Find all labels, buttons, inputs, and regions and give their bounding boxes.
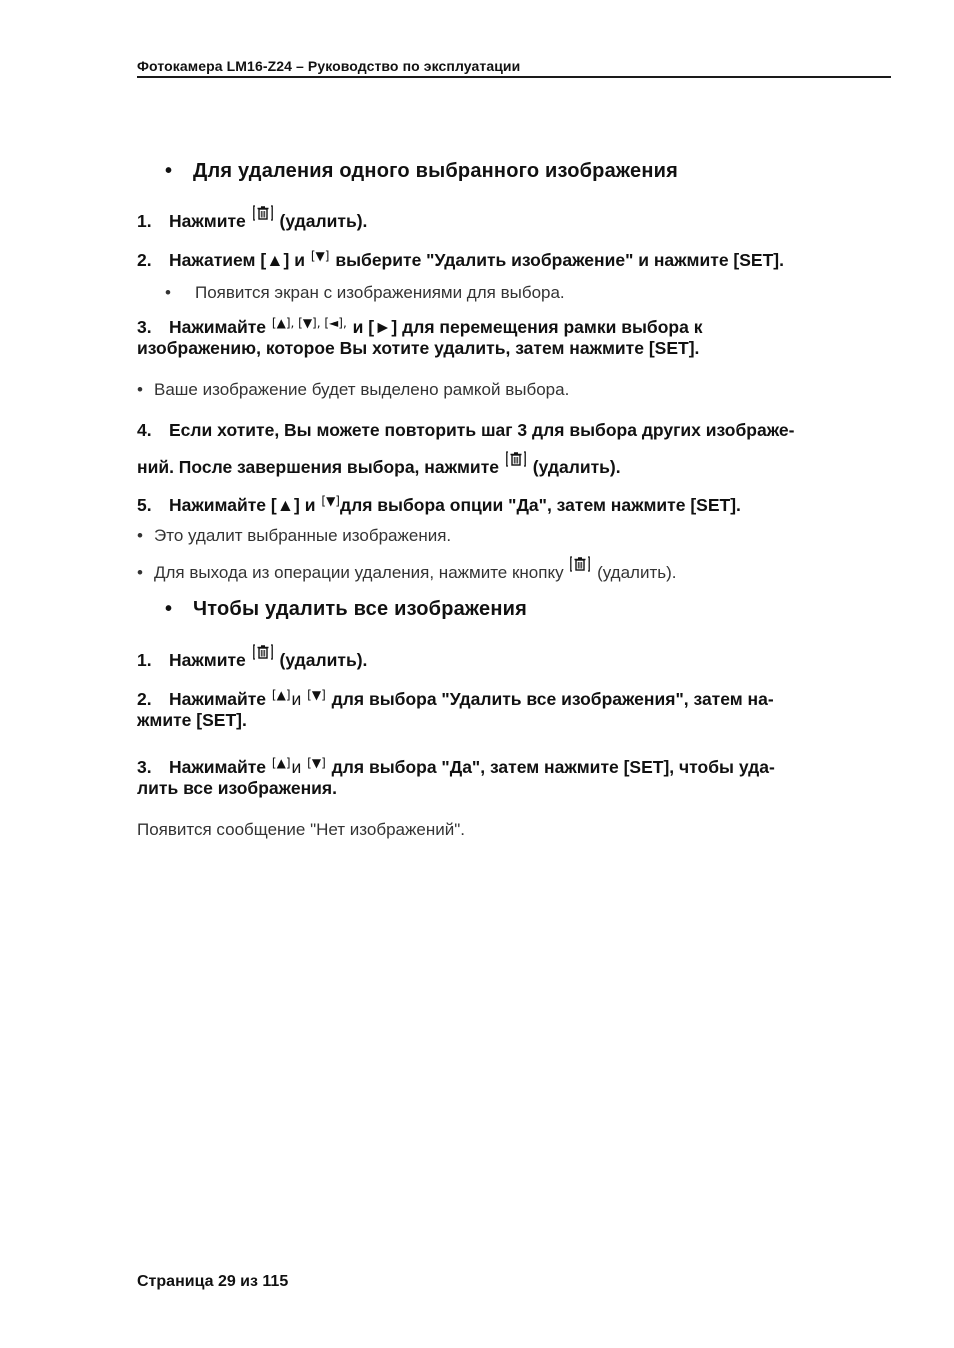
step-item	[137, 644, 367, 670]
step-continuation: изображению, которое Вы хотите удалить, затем нажмите [SET].	[137, 338, 700, 358]
down-key-icon: [▼]	[321, 494, 340, 508]
step-item	[137, 757, 775, 777]
step-text: и	[291, 689, 302, 709]
step-number: 2.	[137, 689, 152, 709]
step-number: 2.	[137, 250, 152, 270]
step-item	[137, 495, 741, 515]
step-text: ний. После завершения выбора, нажмите	[137, 457, 499, 477]
step-text: (удалить).	[279, 650, 368, 670]
note-item	[137, 556, 676, 581]
step-text: Нажимайте [▲] и	[169, 495, 316, 515]
bullet: •	[137, 563, 143, 582]
arrow-keys-icon: [▲], [▼], [◄],	[271, 316, 347, 330]
step-text: Нажимайте	[169, 757, 267, 777]
step-item	[137, 689, 774, 709]
trash-icon	[253, 644, 273, 660]
step-number: 1.	[137, 211, 152, 231]
note-text: Это удалит выбранные изображения.	[154, 526, 452, 545]
step-number: 3.	[137, 317, 152, 337]
step-item	[137, 205, 367, 231]
header-divider	[137, 76, 891, 78]
step-text: Нажмите	[169, 650, 246, 670]
note-text: Ваше изображение будет выделено рамкой выбора.	[154, 380, 570, 399]
step-text: и [►] для перемещения рамки выбора к	[352, 317, 703, 337]
note-item	[137, 381, 569, 398]
step-item	[137, 422, 794, 440]
bullet: •	[165, 160, 173, 182]
step-text: Нажмите	[169, 211, 246, 231]
result-note: Появится сообщение "Нет изображений".	[137, 820, 465, 839]
step-continuation: жмите [SET].	[137, 710, 247, 730]
step-text: Если хотите, Вы можете повторить шаг 3 для выбора других изображе-	[169, 420, 795, 440]
step-number: 1.	[137, 650, 152, 670]
bullet: •	[165, 283, 171, 302]
down-key-icon: [▼]	[310, 249, 330, 263]
note-item	[137, 527, 451, 544]
step-number: 4.	[137, 420, 152, 440]
step-text: для выбора "Да", затем нажмите [SET], чтобы уда-	[331, 757, 775, 777]
section-title-text: Чтобы удалить все изображения	[193, 598, 528, 620]
step-text: Нажатием [▲] и	[169, 250, 305, 270]
step-item	[137, 250, 784, 270]
section-title-delete-one	[165, 161, 678, 181]
section-title-text: Для удаления одного выбранного изображения	[193, 160, 678, 182]
trash-icon	[253, 205, 273, 221]
up-key-icon: [▲]	[271, 756, 291, 770]
step-continuation	[137, 451, 621, 477]
note-text: Для выхода из операции удаления, нажмите кнопку	[154, 563, 564, 582]
up-key-icon: [▲]	[271, 688, 291, 702]
bullet: •	[137, 526, 143, 545]
step-number: 5.	[137, 495, 152, 515]
page-header: Фотокамера LM16-Z24 – Руководство по эксплуатации	[137, 58, 521, 74]
note-text: Появится экран с изображениями для выбора.	[195, 283, 565, 302]
step-item	[137, 317, 702, 337]
step-text: для выбора опции "Да", затем нажмите [SET].	[339, 495, 741, 515]
step-text: и	[291, 757, 302, 777]
trash-icon	[570, 556, 590, 572]
step-text: Нажимайте	[169, 689, 267, 709]
bullet: •	[137, 380, 143, 399]
step-number: 3.	[137, 757, 152, 777]
page-number: Страница 29 из 115	[137, 1273, 289, 1290]
step-text: (удалить).	[532, 457, 621, 477]
step-text: (удалить).	[279, 211, 368, 231]
section-title-delete-all	[165, 599, 527, 619]
step-text: для выбора "Удалить все изображения", затем на-	[331, 689, 774, 709]
step-text: выберите "Удалить изображение" и нажмите [SET].	[335, 250, 784, 270]
down-key-icon: [▼]	[307, 756, 326, 770]
step-continuation: лить все изображения.	[137, 778, 337, 798]
trash-icon	[506, 451, 526, 467]
step-text: Нажимайте	[169, 317, 267, 337]
down-key-icon: [▼]	[307, 688, 326, 702]
note-item	[165, 284, 565, 301]
note-text: (удалить).	[597, 563, 677, 582]
bullet: •	[165, 598, 173, 620]
